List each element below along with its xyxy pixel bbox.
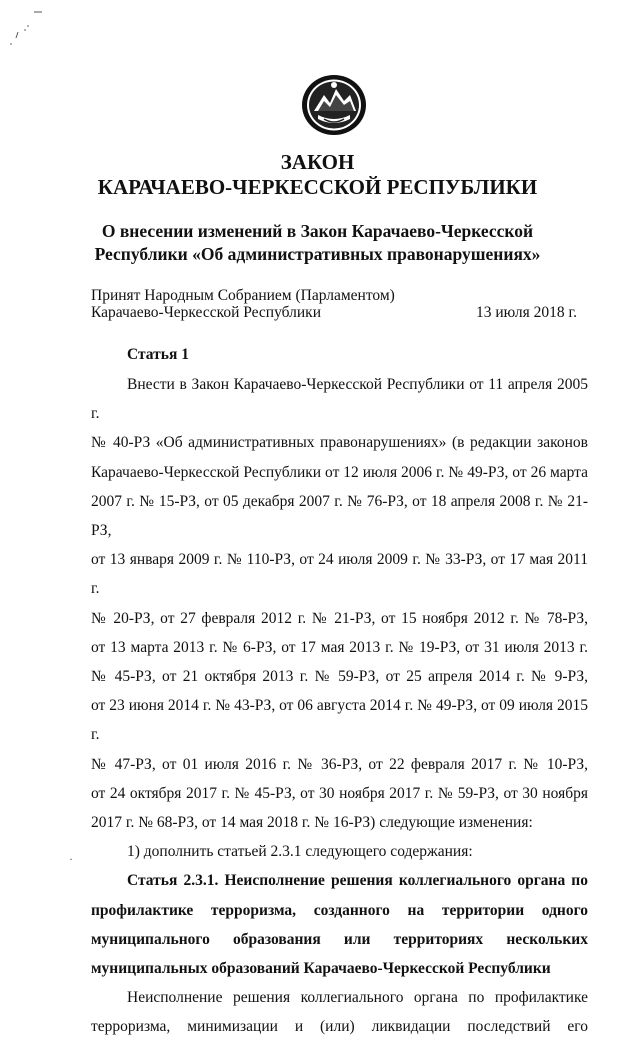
body-line: 2007 г. № 15-РЗ, от 05 декабря 2007 г. № 76-РЗ, от 18 апреля 2008 г. № 21-РЗ, [91, 492, 588, 540]
law-title: ЗАКОН [280, 150, 355, 174]
amendment-item-1: 1) дополнить статьей 2.3.1 следующего содержания: [127, 843, 473, 861]
body-line: от 13 января 2009 г. № 110-РЗ, от 24 июля 2009 г. № 33-РЗ, от 17 мая 2011 г. [91, 551, 588, 598]
body-line: Карачаево-Черкесской Республики от 12 июля 2006 г. № 49-РЗ, от 26 марта [91, 463, 588, 481]
body-line: 2017 г. № 68-РЗ, от 14 мая 2018 г. № 16-РЗ) следующие изменения: [91, 814, 533, 832]
body-line: Внести в Закон Карачаево-Черкесской Республики от 11 апреля 2005 г. [91, 376, 588, 423]
body-line: от 23 июня 2014 г. № 43-РЗ, от 06 августа 2014 г. № 49-РЗ, от 09 июля 2015 г. [91, 697, 588, 744]
article-2-3-1-heading: Статья 2.3.1. Неисполнение решения коллегиального органа по [127, 872, 588, 890]
article-body [91, 370, 588, 1042]
body-line: от 24 октября 2017 г. № 45-РЗ, от 30 ноября 2017 г. № 59-РЗ, от 30 ноября [91, 784, 588, 802]
article-2-3-1-heading: муниципального образования или территориях нескольких [91, 930, 588, 948]
body-line: № 40-РЗ «Об административных правонарушениях» (в редакции законов [91, 434, 588, 452]
adoption-date: 13 июля 2018 г. [476, 304, 577, 321]
scan-marks [0, 0, 80, 60]
body-line: № 20-РЗ, от 27 февраля 2012 г. № 21-РЗ, от 15 ноября 2012 г. № 78-РЗ, [91, 609, 588, 627]
body-line: № 45-РЗ, от 21 октября 2013 г. № 59-РЗ, от 25 апреля 2014 г. № 9-РЗ, [91, 668, 588, 686]
article-1-heading: Статья 1 [127, 346, 189, 363]
adopted-by-line-1: Принят Народным Собранием (Парламентом) [91, 287, 395, 304]
law-subtitle-line-1: О внесении изменений в Закон Карачаево-Черкесской [101, 221, 534, 241]
adopted-by-line-2: Карачаево-Черкесской Республики [91, 304, 321, 321]
body-line: от 13 марта 2013 г. № 6-РЗ, от 17 мая 2013 г. № 19-РЗ, от 31 июля 2013 г. [91, 638, 588, 656]
body-line: терроризма, минимизации и (или) ликвидации последствий его [91, 1018, 588, 1036]
body-line: № 47-РЗ, от 01 июля 2016 г. № 36-РЗ, от 22 февраля 2017 г. № 10-РЗ, [91, 755, 588, 773]
coat-of-arms-emblem-icon [300, 73, 368, 137]
law-subtitle-line-2: Республики «Об административных правонарушениях» [94, 244, 541, 264]
article-2-3-1-heading: профилактике терроризма, созданного на территории одного [91, 901, 588, 919]
body-line: Неисполнение решения коллегиального органа по профилактике [127, 989, 588, 1007]
scan-mark: · [69, 852, 73, 866]
article-2-3-1-heading: муниципальных образований Карачаево-Черкесской Республики [91, 960, 551, 978]
republic-title: КАРАЧАЕВО-ЧЕРКЕССКОЙ РЕСПУБЛИКИ [97, 175, 538, 199]
